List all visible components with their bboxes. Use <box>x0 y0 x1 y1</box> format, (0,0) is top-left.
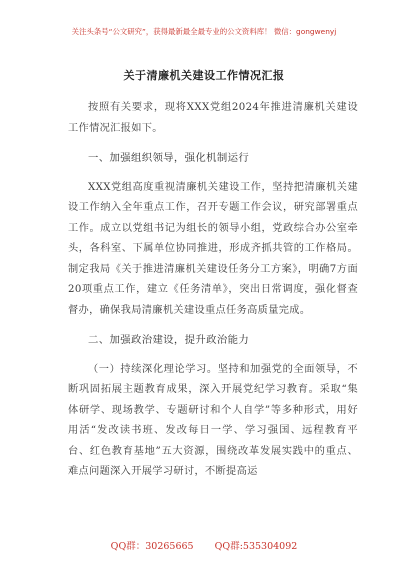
document-title: 关于清廉机关建设工作情况汇报 <box>123 69 285 82</box>
section-1-heading: 一、加强组织领导，强化机制运行 <box>88 152 250 164</box>
section-2-heading: 二、加强政治建设，提升政治能力 <box>88 334 250 346</box>
footer-qq-group-2: QQ群:535304092 <box>214 541 298 552</box>
footer-qq-group-1: QQ群：30265665 <box>110 541 194 552</box>
footer-contacts <box>0 538 408 552</box>
promo-banner: 关注头条号“公文研究”，获得最新最全最专业的公文资料库！ 微信：gongwenyj <box>71 27 337 36</box>
section-1-paragraph: XXX党组高度重视清廉机关建设工作，坚持把清廉机关建设工作纳入全年重点工作，召开专题工作会议，研究部署重点工作。成立以党组书记为组长的领导小组，党政综合办公室牵头，各科室、下属单位协同推进，形成齐抓共管的工作格局。制定我局《关于推进清廉机关建设任务分工方案》，明确7方面20项重点工作，建立《任务清单》，突出日常调度，强化督查督办，确保我局清廉机关建设重点任务高质量完成。 <box>68 181 358 316</box>
section-2-paragraph: （一）持续深化理论学习。坚持和加强党的全面领导，不断巩固拓展主题教育成果，深入开展党纪学习教育。采取“集体研学、现场教学、专题研讨和个人自学”等多种形式，用好用活“发改读书班、发改每日一学、学习强国、远程教育平台、红色教育基地”五大资源，围绕改革发展实践中的重点、难点问题深入开展学习研讨，不断提高运 <box>68 363 358 477</box>
document-body <box>68 98 358 492</box>
intro-paragraph: 按照有关要求，现将XXX党组2024年推进清廉机关建设工作情况汇报如下。 <box>68 102 358 134</box>
